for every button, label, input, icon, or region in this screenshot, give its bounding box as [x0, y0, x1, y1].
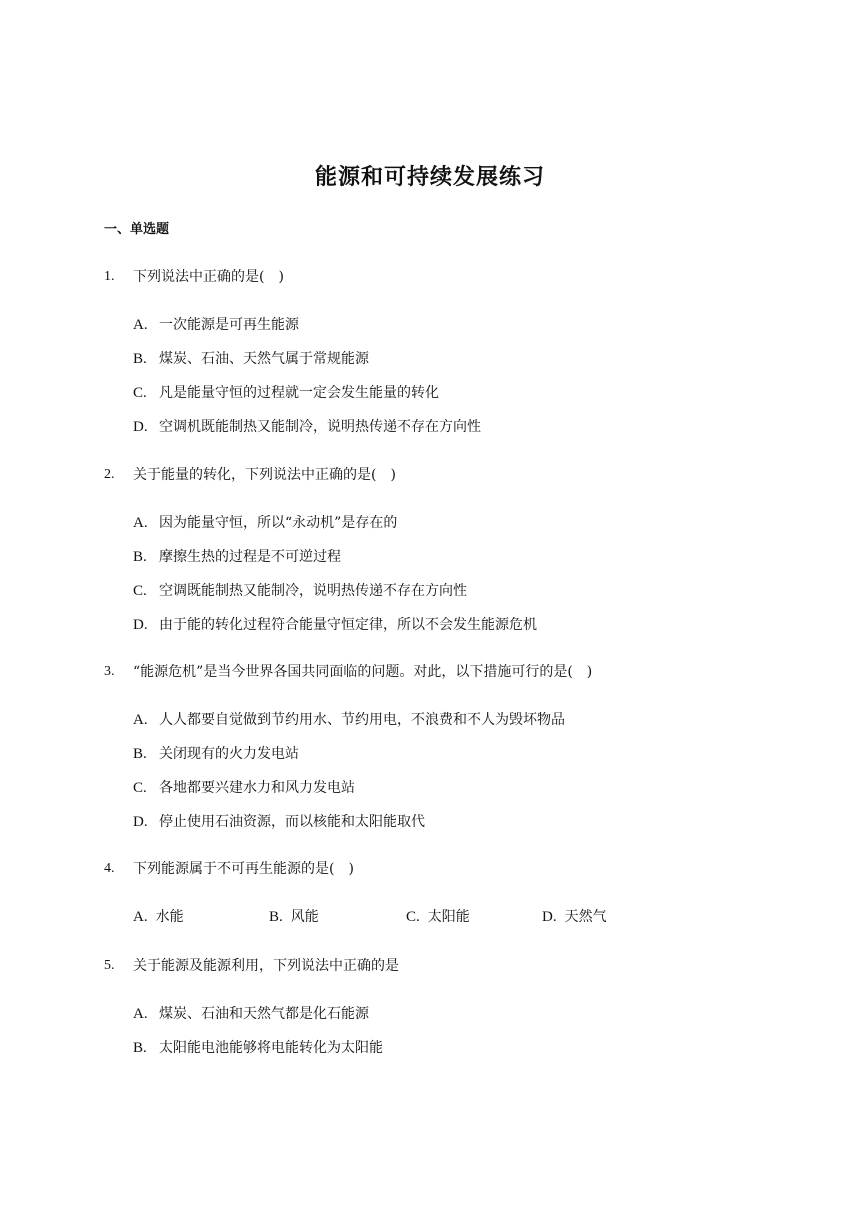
question-number: 2. [104, 467, 115, 482]
option-letter: D. [133, 814, 148, 830]
document-title: 能源和可持续发展练习 [314, 165, 545, 190]
option-text: 由于能的转化过程符合能量守恒定律，所以不会发生能源危机 [159, 617, 537, 633]
option-b [104, 546, 764, 580]
option-letter: C. [133, 583, 147, 599]
question-stem [104, 858, 764, 880]
question-stem [104, 464, 764, 486]
option-a [104, 1003, 764, 1037]
option-text: 关闭现有的火力发电站 [159, 746, 299, 762]
option-text: 空调既能制热又能制冷，说明热传递不存在方向性 [159, 583, 467, 599]
option-letter: B. [133, 549, 147, 565]
option-d [104, 811, 764, 845]
question-text: 下列说法中正确的是( ) [133, 269, 284, 285]
question-text: “能源危机”是当今世界各国共同面临的问题。对此，以下措施可行的是( ) [133, 664, 593, 680]
option-c [104, 382, 764, 416]
question-number: 3. [104, 664, 115, 679]
option-text: 停止使用石油资源，而以核能和太阳能取代 [159, 814, 425, 830]
option-letter: C. [133, 780, 147, 796]
option-text: 摩擦生热的过程是不可逆过程 [159, 549, 341, 565]
question-3 [104, 661, 764, 845]
option-text: 风能 [290, 909, 319, 925]
option-list [104, 906, 764, 928]
question-5 [104, 955, 764, 1071]
option-text: 各地都要兴建水力和风力发电站 [159, 780, 355, 796]
question-number: 4. [104, 861, 115, 876]
option-a [104, 512, 764, 546]
option-letter: A. [133, 712, 148, 728]
option-text: 空调机既能制热又能制冷，说明热传递不存在方向性 [159, 419, 481, 435]
option-d [104, 416, 764, 450]
question-text: 下列能源属于不可再生能源的是( ) [133, 861, 354, 877]
option-text: 太阳能 [427, 909, 470, 925]
option-text: 煤炭、石油、天然气属于常规能源 [159, 351, 369, 367]
question-4 [104, 858, 764, 928]
question-1 [104, 266, 764, 450]
option-letter: A. [133, 1006, 148, 1022]
question-stem [104, 266, 764, 288]
question-number: 1. [104, 269, 115, 284]
option-letter: D. [133, 617, 148, 633]
option-a [104, 314, 764, 348]
option-letter: B. [133, 351, 147, 367]
option-letter: A. [133, 317, 148, 333]
option-letter: B. [133, 1040, 147, 1056]
option-b [104, 348, 764, 382]
option-letter: C. [406, 909, 420, 925]
option-letter: B. [269, 909, 283, 925]
option-letter: D. [542, 909, 557, 925]
option-list [104, 512, 764, 648]
option-d [542, 906, 607, 928]
option-text: 水能 [155, 909, 184, 925]
option-letter: C. [133, 385, 147, 401]
option-letter: B. [133, 746, 147, 762]
option-text: 人人都要自觉做到节约用水、节约用电，不浪费和不人为毁坏物品 [159, 712, 565, 728]
option-c [104, 580, 764, 614]
question-text: 关于能源及能源利用，下列说法中正确的是 [133, 958, 399, 974]
option-text: 因为能量守恒，所以“永动机”是存在的 [159, 515, 398, 531]
option-text: 太阳能电池能够将电能转化为太阳能 [159, 1040, 383, 1056]
question-stem [104, 661, 764, 683]
question-text: 关于能量的转化，下列说法中正确的是( ) [133, 467, 396, 483]
question-number: 5. [104, 958, 115, 973]
option-b [104, 1037, 764, 1071]
option-letter: D. [133, 419, 148, 435]
option-text: 天然气 [564, 909, 607, 925]
option-list [104, 709, 764, 845]
option-a [133, 906, 184, 928]
option-b [269, 906, 319, 928]
option-text: 凡是能量守恒的过程就一定会发生能量的转化 [159, 385, 439, 401]
question-2 [104, 464, 764, 648]
option-letter: A. [133, 909, 148, 925]
option-a [104, 709, 764, 743]
option-c [406, 906, 470, 928]
option-d [104, 614, 764, 648]
option-c [104, 777, 764, 811]
option-list [104, 1003, 764, 1071]
option-letter: A. [133, 515, 148, 531]
question-stem [104, 955, 764, 977]
option-text: 一次能源是可再生能源 [159, 317, 299, 333]
section-heading: 一、单选题 [104, 222, 170, 237]
option-text: 煤炭、石油和天然气都是化石能源 [159, 1006, 369, 1022]
option-b [104, 743, 764, 777]
option-list [104, 314, 764, 450]
